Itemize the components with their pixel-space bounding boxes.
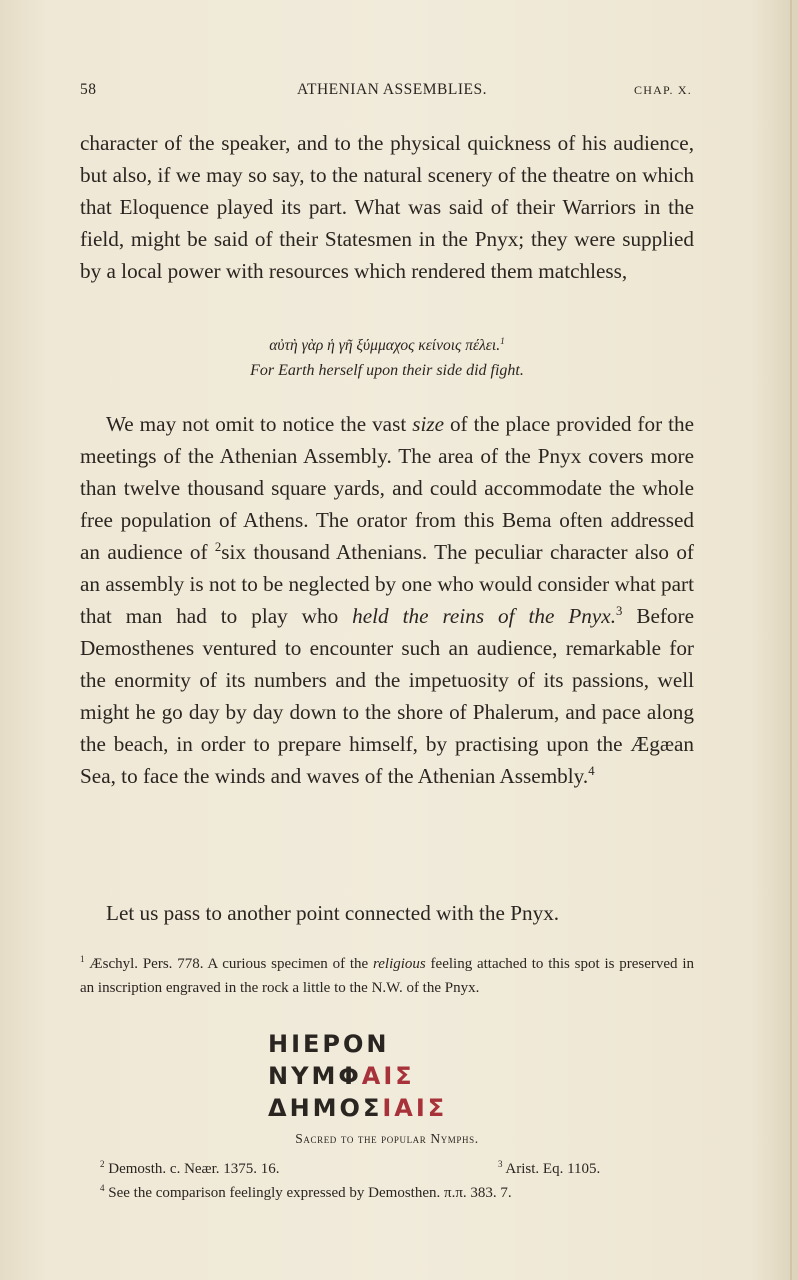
footnote-3: $^3$ Arist. Eq. 1105. [498, 1159, 601, 1177]
footnote-4: $^4$ See the comparison feelingly expressed by Demosthen. π.π. 383. 7. [100, 1183, 512, 1201]
inscription-line-2: ΝΥΜΦΑΙΣ [268, 1062, 415, 1090]
quote-translation: For Earth herself upon their side did fight. [250, 362, 524, 379]
inscription-line-3: ΔΗΜΟΣΙΑΙΣ [268, 1094, 448, 1122]
paragraph-2: We may not omit to notice the vast size of the place provided for the meetings of the Athenian Assembly. The area of the Pnyx covers more than twelve thousand square yards, and could accommodate the whole free population of Athens. The orator from this Bema often addressed an audience of $^2$six thousand Athenians. The peculiar character also of an assembly is not to be neglected by one who would consider what part that man had to play who held the reins of the Pnyx.$^3$ Before Demosthenes ventured to encounter such an audience, remarkable for the enormity of its numbers and the impetuosity of its passions, well might he go day by day down to the shore of Phalerum, and pace along the beach, in order to prepare himself, by practising upon the Ægæan Sea, to face the winds and waves of the Athenian Assembly.$^4$ [80, 412, 694, 788]
paragraph-1: character of the speaker, and to the physical quickness of his audience, but also, if we may so say, to the natural scenery of the theatre on which that Eloquence played its part. What was said of their Warriors in the field, might be said of their Statesmen in the Pnyx; they were supplied by a local power with resources which rendered them matchless, [80, 131, 694, 283]
inscription-caption: Sacred to the popular Nymphs. [295, 1131, 479, 1146]
emphasis-held-reins: held the reins of the Pnyx. [352, 604, 616, 628]
chapter-label: CHAP. X. [634, 83, 692, 97]
running-title: ATHENIAN ASSEMBLIES. [297, 81, 487, 98]
footnote-ref-1: 1 [500, 336, 505, 347]
emphasis-size: size [412, 412, 444, 436]
greek-line: αὐτὴ γὰρ ἡ γῆ ξύμμαχος κείνοις πέλει.$^1$ [269, 336, 505, 354]
inscription-line-1: ΗΙΕΡΟΝ [268, 1030, 390, 1058]
footnote-ref-3: 3 [616, 603, 623, 618]
footnote-ref-2: 2 [214, 539, 222, 554]
page-number: 58 [80, 81, 97, 98]
running-header [80, 81, 692, 105]
footnote-2: $^2$ Demosth. c. Neær. 1375. 16. [100, 1159, 280, 1177]
paragraph-3: Let us pass to another point connected with the Pnyx. [106, 901, 560, 925]
emphasis-religious: religious [372, 956, 426, 972]
footnote-1: $^1$ Æschyl. Pers. 778. A curious specimen of the religious feeling attached to this spot is preserved in an inscription engraved in the rock a little to the N.W. of the Pnyx. [80, 954, 694, 996]
footnote-ref-4: 4 [588, 763, 595, 778]
page-edge [790, 0, 792, 1280]
greek-inscription [268, 1028, 447, 1124]
